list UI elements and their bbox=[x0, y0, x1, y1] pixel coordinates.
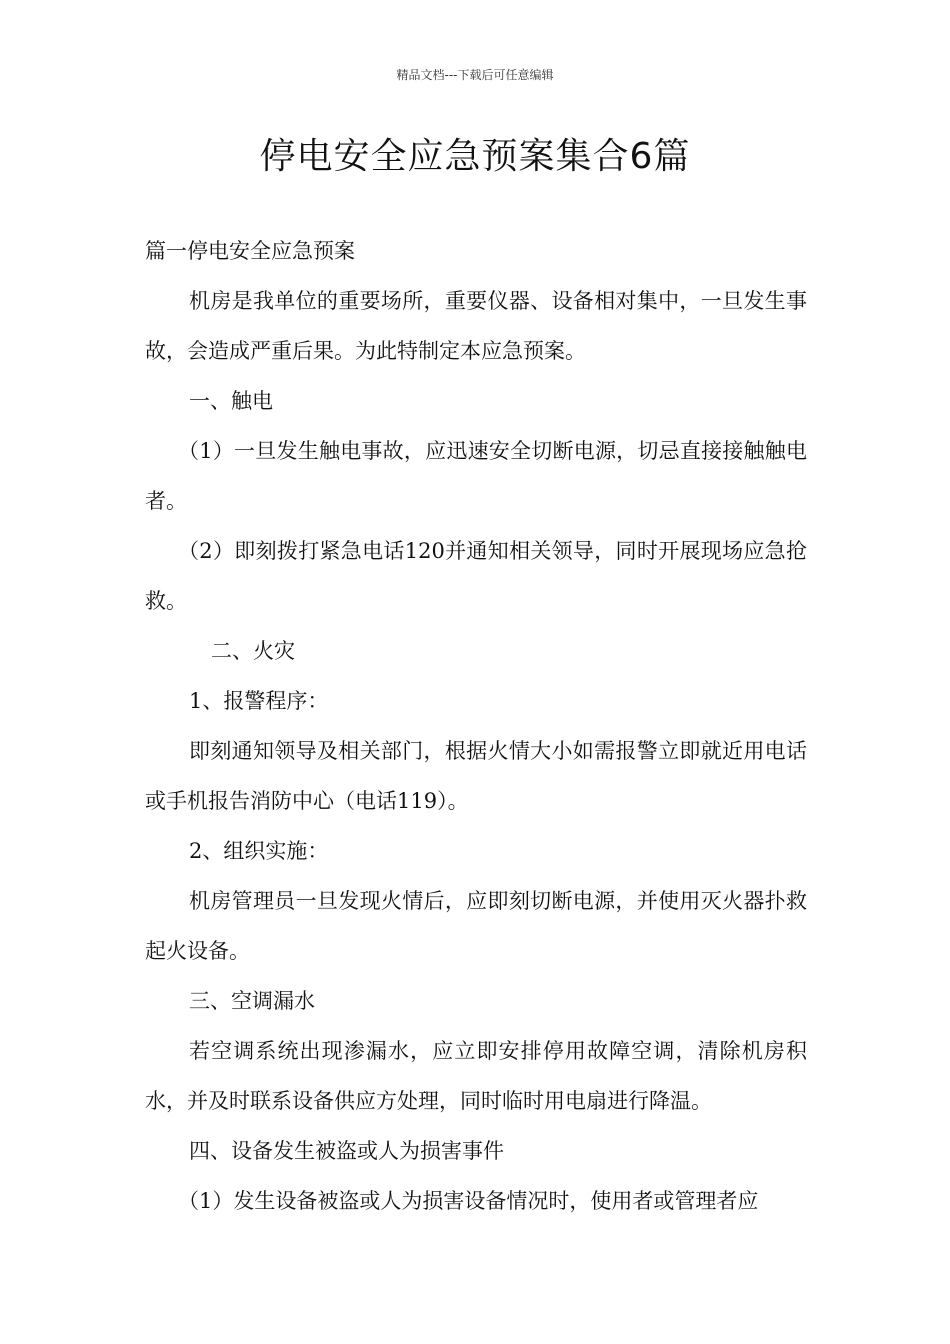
section-heading: 篇一停电安全应急预案 bbox=[145, 239, 355, 263]
paragraph: （2）即刻拨打紧急电话120并通知相关领导，同时开展现场应急抢救。 bbox=[145, 539, 807, 613]
section-heading: 三、空调漏水 bbox=[189, 989, 315, 1013]
paragraph: 若空调系统出现渗漏水，应立即安排停用故障空调，清除机房积水，并及时联系设备供应方处理，同时临时用电扇进行降温。 bbox=[145, 1039, 807, 1113]
paragraph: （1）发生设备被盗或人为损害设备情况时，使用者或管理者应 bbox=[178, 1189, 759, 1213]
paragraph: （1）一旦发生触电事故，应迅速安全切断电源，切忌直接接触触电者。 bbox=[145, 439, 807, 513]
paragraph: 即刻通知领导及相关部门，根据火情大小如需报警立即就近用电话或手机报告消防中心（电话119）。 bbox=[145, 739, 807, 813]
sub-heading: 1、报警程序： bbox=[189, 689, 329, 713]
paragraph: 机房管理员一旦发现火情后，应即刻切断电源，并使用灭火器扑救起火设备。 bbox=[145, 889, 807, 963]
section-heading: 四、设备发生被盗或人为损害事件 bbox=[189, 1139, 504, 1163]
paragraph: 机房是我单位的重要场所，重要仪器、设备相对集中，一旦发生事故，会造成严重后果。为此特制定本应急预案。 bbox=[145, 289, 807, 363]
sub-heading: 2、组织实施： bbox=[189, 839, 329, 863]
section-heading: 二、火灾 bbox=[211, 639, 295, 663]
header-note: 精品文档---下载后可任意编辑 bbox=[396, 68, 554, 82]
section-heading: 一、触电 bbox=[189, 389, 273, 413]
document-title: 停电安全应急预案集合6篇 bbox=[259, 136, 691, 177]
document-body bbox=[145, 226, 807, 1226]
